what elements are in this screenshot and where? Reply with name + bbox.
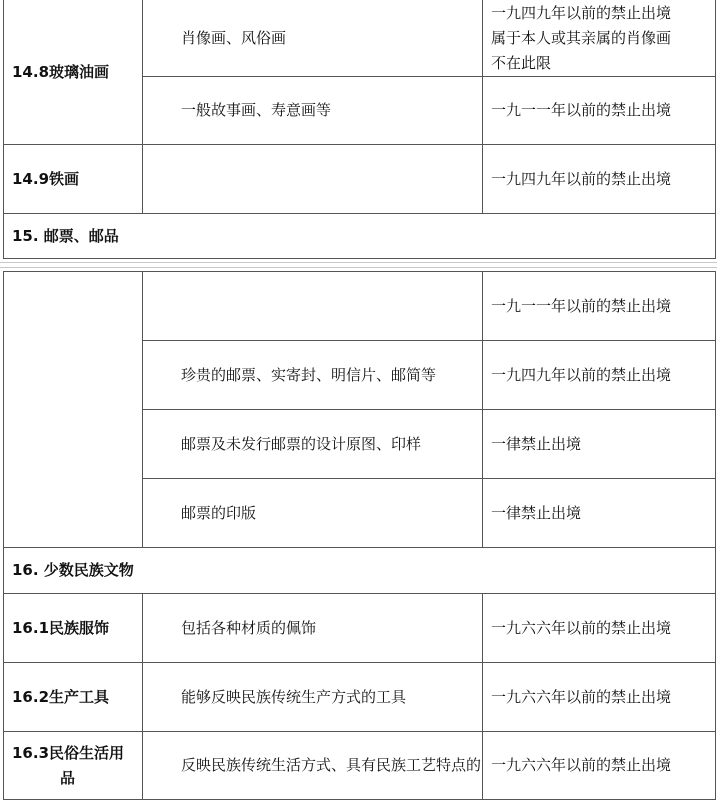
category-cell: 14.8玻璃油画 <box>4 0 143 145</box>
description-cell: 邮票及未发行邮票的设计原图、印样 <box>143 410 483 479</box>
section-heading-cell: 16. 少数民族文物 <box>4 548 716 594</box>
description-cell: 邮票的印版 <box>143 479 483 548</box>
description-cell <box>143 145 483 214</box>
category-line: 品 <box>60 768 76 787</box>
rule-cell: 一九四九年以前的禁止出境 <box>483 145 716 214</box>
rule-cell <box>483 0 716 77</box>
rule-cell: 一九一一年以前的禁止出境 <box>483 272 716 341</box>
description-cell <box>143 272 483 341</box>
rule-cell: 一九六六年以前的禁止出境 <box>483 594 716 663</box>
description-cell: 一般故事画、寿意画等 <box>143 77 483 145</box>
rule-cell: 一九四九年以前的禁止出境 <box>483 341 716 410</box>
description-cell: 包括各种材质的佩饰 <box>143 594 483 663</box>
description-cell: 珍贵的邮票、实寄封、明信片、邮简等 <box>143 341 483 410</box>
category-line: 16.3民俗生活用 <box>12 743 125 762</box>
description-cell: 反映民族传统生活方式、具有民族工艺特点的 <box>143 732 483 800</box>
regulation-table-bottom <box>3 271 716 800</box>
page-break <box>0 259 717 271</box>
rule-cell: 一律禁止出境 <box>483 479 716 548</box>
category-cell: 16.2生产工具 <box>4 663 143 732</box>
rule-line: 属于本人或其亲属的肖像画 <box>491 28 672 47</box>
category-cell <box>4 272 143 548</box>
rule-line: 一九四九年以前的禁止出境 <box>491 3 672 22</box>
rule-cell: 一律禁止出境 <box>483 410 716 479</box>
section-heading-cell: 15. 邮票、邮品 <box>4 214 716 259</box>
description-cell: 肖像画、风俗画 <box>143 0 483 77</box>
rule-cell: 一九六六年以前的禁止出境 <box>483 732 716 800</box>
category-cell: 14.9铁画 <box>4 145 143 214</box>
rule-cell: 一九六六年以前的禁止出境 <box>483 663 716 732</box>
rule-cell: 一九一一年以前的禁止出境 <box>483 77 716 145</box>
category-cell: 16.1民族服饰 <box>4 594 143 663</box>
regulation-table-top <box>3 0 716 259</box>
category-cell <box>4 732 143 800</box>
description-cell: 能够反映民族传统生产方式的工具 <box>143 663 483 732</box>
rule-line: 不在此限 <box>491 53 552 72</box>
